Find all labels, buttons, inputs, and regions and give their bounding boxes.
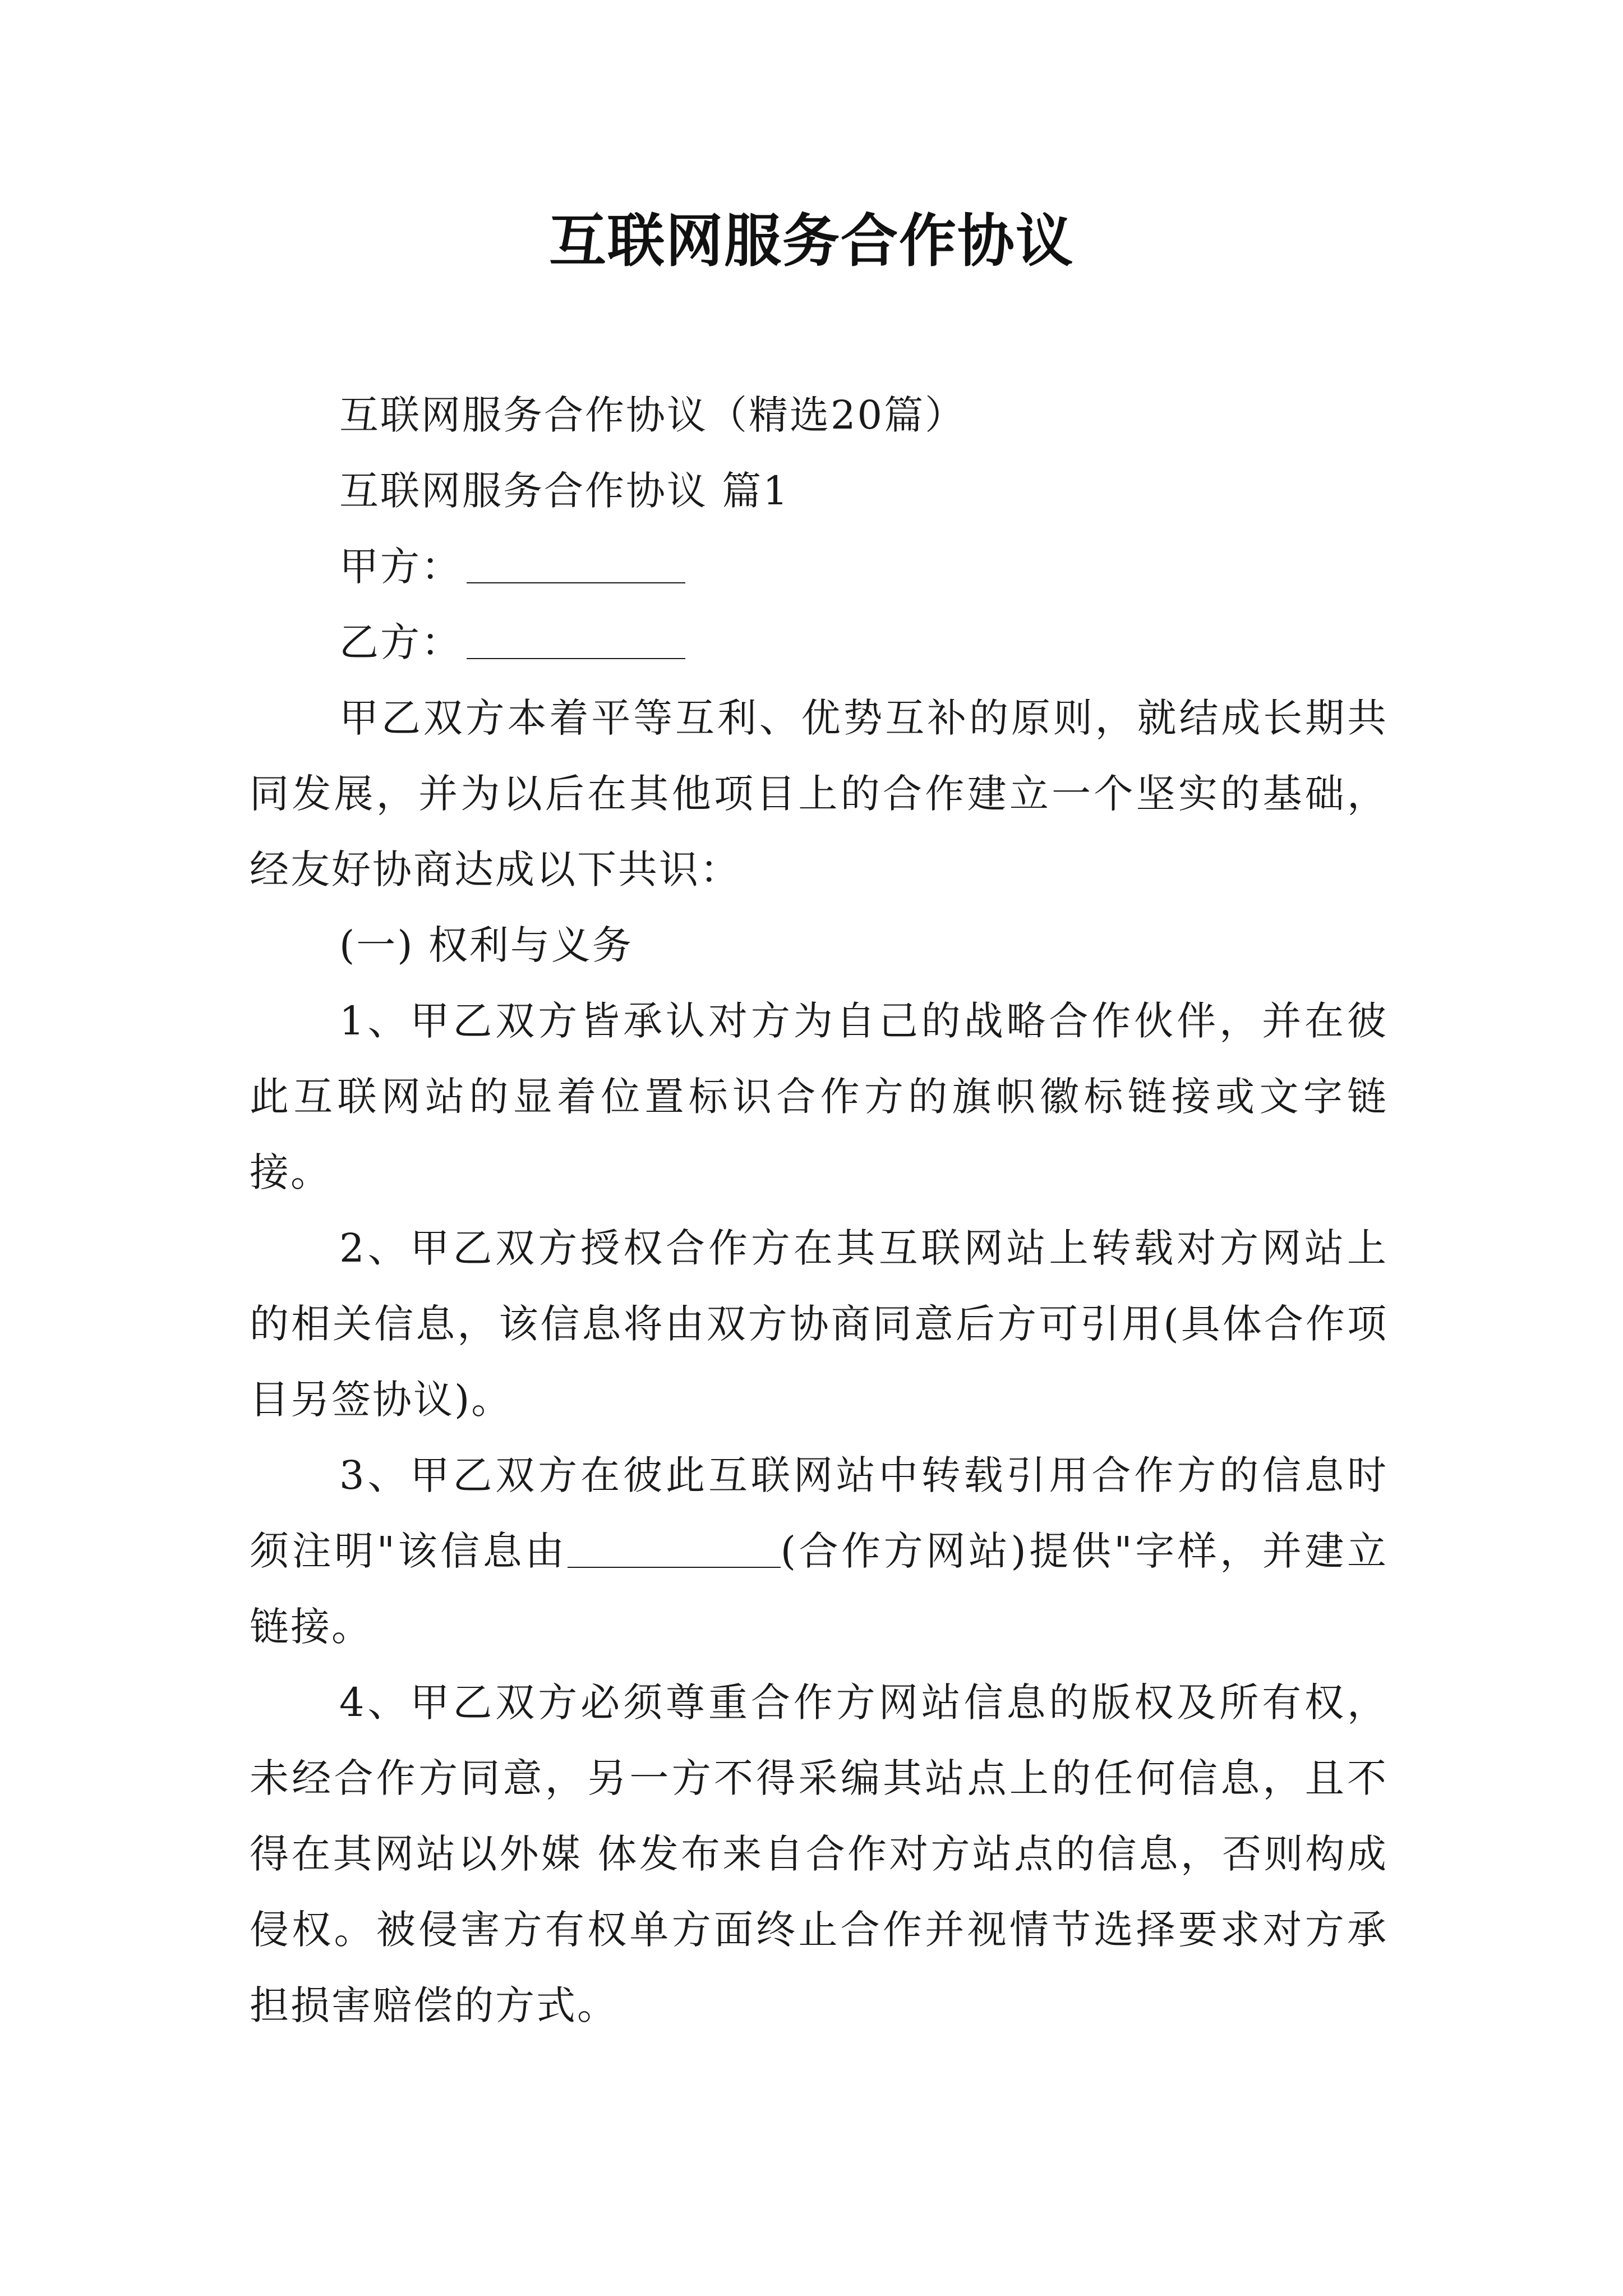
document-title: 互联网服务合作协议: [549, 208, 1074, 275]
clause-4: 4、甲乙双方必须尊重合作方网站信息的版权及所有权，未经合作方同意，另一方不得采编其站点上的任何信息，且不得在其网站以外媒 体发布来自合作对方站点的信息，否则构成侵权。被侵害方有权单方面终止合作并视情节选择要求对方承担损害赔偿的方式。: [250, 1680, 1388, 2028]
clause-3-text-before: 3、甲乙双方在彼此互联网站中转载引用合作方的信息时须注明"该信息由: [250, 1452, 1388, 1574]
intro-paragraph: 甲乙双方本着平等互利、优势互补的原则，就结成长期共同发展，并为以后在其他项目上的合作建立一个坚实的基础，经友好协商达成以下共识：: [250, 695, 1388, 892]
party-a-blank: [467, 543, 685, 583]
collection-heading: 互联网服务合作协议（精选20篇）: [339, 392, 966, 438]
clause-3-text-after: (合作方网站)提供"字样，并建立链接。: [250, 1528, 1388, 1650]
party-b-line: [250, 605, 1388, 680]
party-a-line: [250, 529, 1388, 605]
document-body: [250, 378, 1388, 2044]
clause-2: 2、甲乙双方授权合作方在其互联网站上转载对方网站上的相关信息，该信息将由双方协商同意后方可引用(具体合作项目另签协议)。: [250, 1225, 1388, 1423]
party-b-blank: [467, 619, 685, 659]
section-heading: 互联网服务合作协议 篇1: [339, 468, 790, 514]
party-b-label: 乙方：: [339, 619, 462, 665]
party-a-label: 甲方：: [339, 544, 462, 590]
website-name-blank: [568, 1527, 781, 1568]
clause-3: [250, 1438, 1388, 1665]
subsection-heading: (一) 权利与义务: [339, 922, 633, 968]
clause-1: 1、甲乙双方皆承认对方为自己的战略合作伙伴，并在彼此互联网站的显着位置标识合作方的旗帜徽标链接或文字链接。: [250, 998, 1388, 1195]
